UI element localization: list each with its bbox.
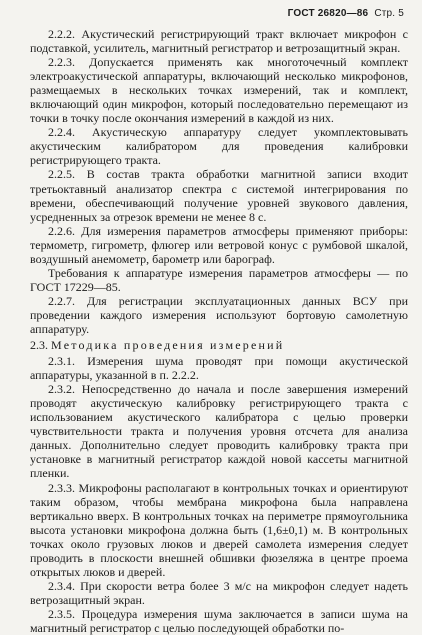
page-header bbox=[30, 7, 408, 27]
paragraph-2-3-1: 2.3.1. Измерения шума проводят при помощи акустической аппаратуры, указанной в п. 2.2.2. bbox=[30, 354, 408, 383]
paragraph-2-2-3: 2.2.3. Допускается применять как многоточечный комплект электроакустической аппаратуры, включающий несколько микрофонов, размещаемых в нескольких точках измерений, так и комплект, включающий один микрофон, который последовательно перемещают из точки в точку после окончания измерений в каждой из них. bbox=[30, 55, 408, 126]
paragraph-2-2-5: 2.2.5. В состав тракта обработки магнитной записи входит третьоктавный анализатор спектра с системой интегрирования по времени, обеспечивающий получение уровней звукового давления, усредненных за отрезок времени не менее 8 с. bbox=[30, 167, 408, 224]
section-title: Методика проведения измерений bbox=[51, 338, 285, 353]
paragraph-atmosphere-requirements: Требования к аппаратуре измерения параметров атмосферы — по ГОСТ 17229—85. bbox=[30, 265, 408, 294]
paragraph-2-3-5: 2.3.5. Процедура измерения шума заключается в записи шума на магнитный регистратор с целью последующей обработки по- bbox=[30, 606, 408, 635]
paragraph-2-3-4: 2.3.4. При скорости ветра более 3 м/с на микрофон следует надеть ветрозащитный экран. bbox=[30, 578, 408, 607]
document-body bbox=[30, 27, 408, 635]
paragraph-2-2-4: 2.2.4. Акустическую аппаратуру следует укомплектовывать акустическим калибратором для проведения калибровки регистрирующего тракта. bbox=[30, 125, 408, 168]
paragraph-2-2-7: 2.2.7. Для регистрации эксплуатационных данных ВСУ при проведении каждого измерения используют бортовую самолетную аппаратуру. bbox=[30, 293, 408, 336]
paragraph-2-3-2: 2.3.2. Непосредственно до начала и после завершения измерений проводят акустическую калибровку регистрирующего тракта с использованием акустического калибратора с целью проверки чувствительности тракта и получения уровня отсчета для анализа данных. Дополнительно следует проводить калибровку тракта при установке в магнитный регистратор каждой новой кассеты магнитной пленки. bbox=[30, 382, 408, 481]
page-number: Стр. 5 bbox=[374, 8, 404, 19]
paragraph-2-2-2: 2.2.2. Акустический регистрирующий тракт включает микрофон с подставкой, усилитель, магнитный регистратор и ветрозащитный экран. bbox=[30, 27, 408, 56]
section-heading bbox=[30, 338, 408, 352]
standard-number: ГОСТ 26820—86 bbox=[287, 8, 369, 19]
section-number: 2.3. bbox=[30, 338, 48, 353]
paragraph-2-2-6: 2.2.6. Для измерения параметров атмосферы применяют приборы: термометр, гигрометр, флюгер или ветровой конус с румбовой шкалой, воздушный анемометр, барометр или барограф. bbox=[30, 223, 408, 266]
paragraph-2-3-3: 2.3.3. Микрофоны располагают в контрольных точках и ориентируют таким образом, чтобы мембрана микрофона была направлена вертикально вверх. В контрольных точках на периметре прямоугольника высота установки микрофона должна быть (1,6±0,1) м. В контрольных точках около грузовых люков и дверей самолета измерения следует проводить в плоскости внешней обшивки фюзеляжа в центре проема открытых люков и дверей. bbox=[30, 480, 408, 579]
